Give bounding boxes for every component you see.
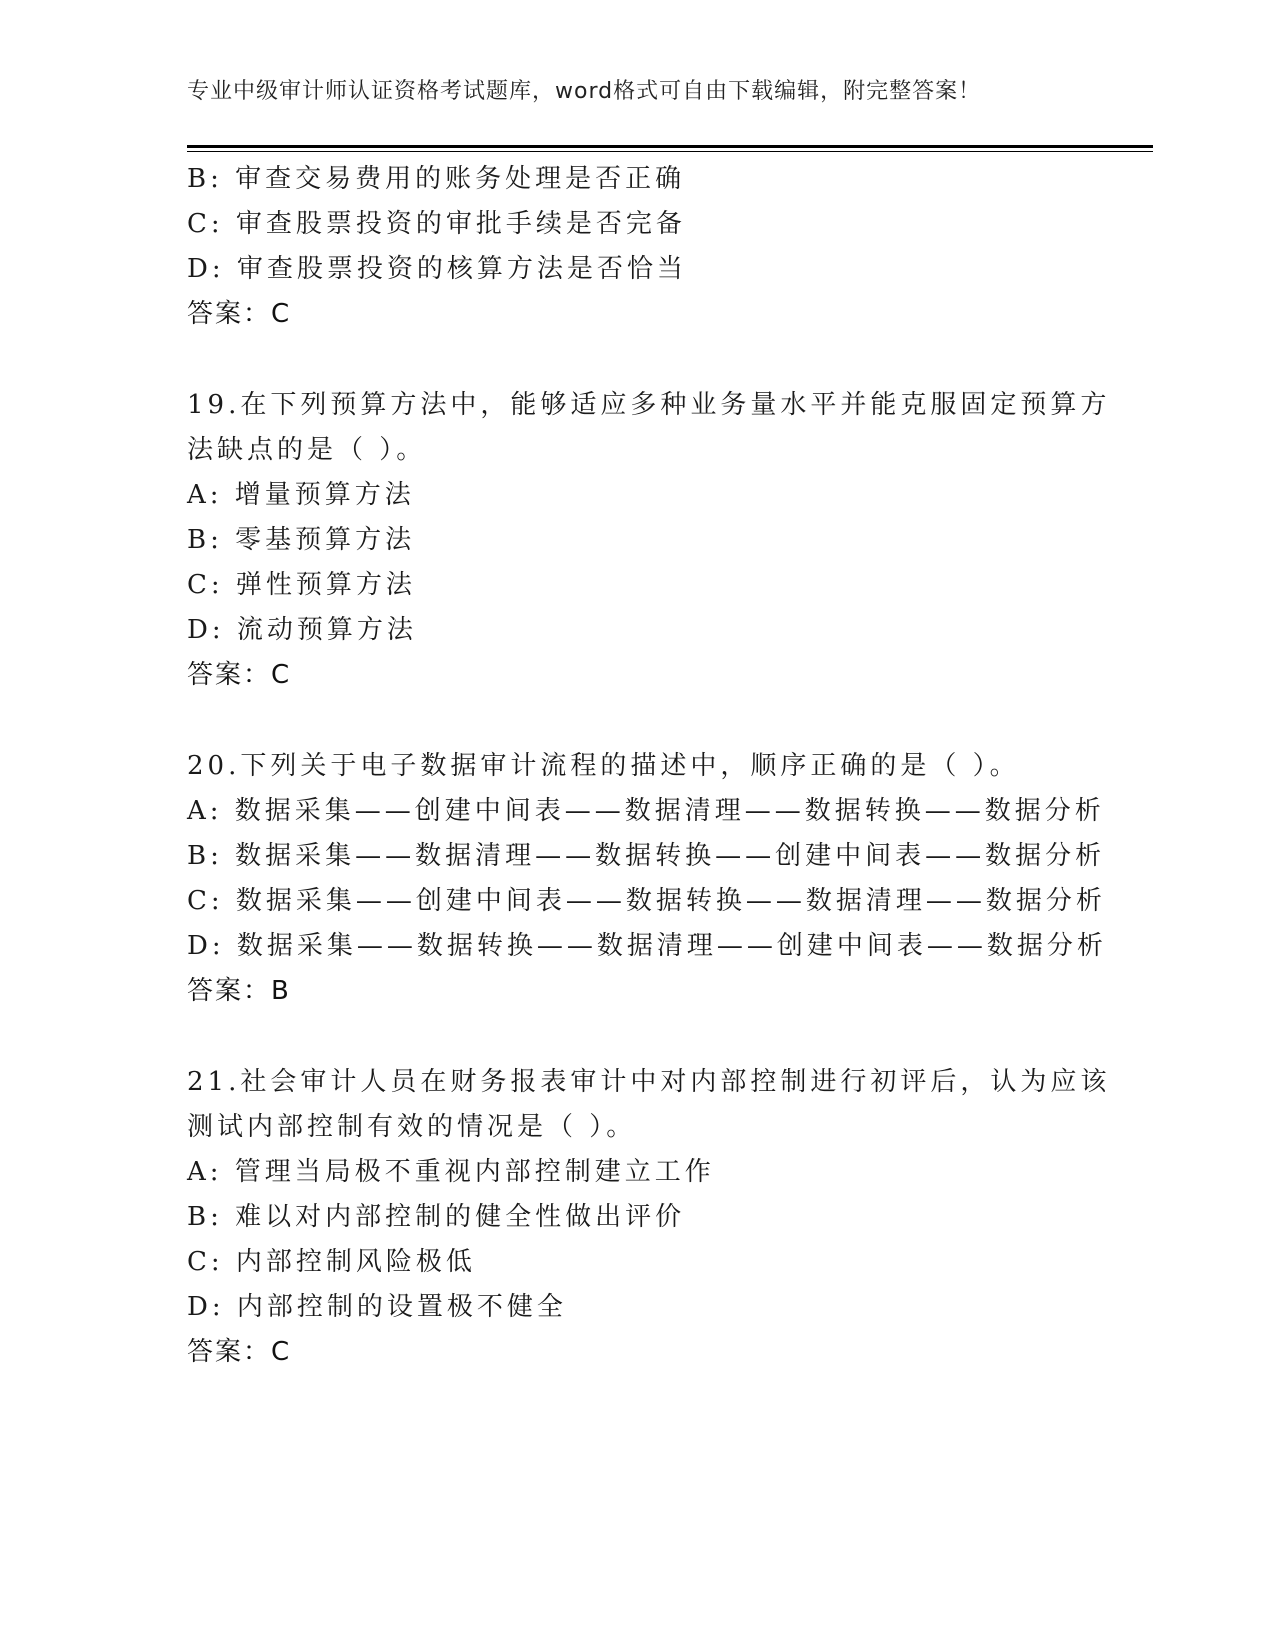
question-stem: 19.在下列预算方法中，能够适应多种业务量水平并能克服固定预算方 — [187, 390, 1111, 420]
option-d: D: 内部控制的设置极不健全 — [187, 1292, 567, 1322]
option-a: A: 数据采集——创建中间表——数据清理——数据转换——数据分析 — [187, 796, 1105, 826]
question-block-21 — [187, 1060, 1111, 1375]
page-header: 专业中级审计师认证资格考试题库，word格式可自由下载编辑，附完整答案！ — [187, 79, 982, 104]
question-block-20 — [187, 744, 1107, 1014]
option-d: D: 流动预算方法 — [187, 615, 417, 645]
question-block-19 — [187, 383, 1111, 698]
option-c: C: 弹性预算方法 — [187, 570, 416, 600]
option-c: C: 数据采集——创建中间表——数据转换——数据清理——数据分析 — [187, 886, 1106, 916]
header-rule-thin — [187, 151, 1153, 152]
option-a: A: 增量预算方法 — [187, 480, 415, 510]
question-stem: 测试内部控制有效的情况是（ ）。 — [187, 1112, 637, 1142]
option-c: C: 审查股票投资的审批手续是否完备 — [187, 209, 686, 239]
answer-line: 答案：C — [187, 660, 292, 690]
answer-line: 答案：B — [187, 976, 291, 1006]
question-stem: 20.下列关于电子数据审计流程的描述中，顺序正确的是（ ）。 — [187, 751, 1020, 781]
option-c: C: 内部控制风险极低 — [187, 1247, 476, 1277]
answer-line: 答案：C — [187, 1337, 292, 1367]
option-a: A: 管理当局极不重视内部控制建立工作 — [187, 1157, 715, 1187]
option-b: B: 难以对内部控制的健全性做出评价 — [187, 1202, 686, 1232]
header-rule-thick — [187, 145, 1153, 148]
option-b: B: 审查交易费用的账务处理是否正确 — [187, 164, 686, 194]
option-b: B: 数据采集——数据清理——数据转换——创建中间表——数据分析 — [187, 841, 1106, 871]
option-b: B: 零基预算方法 — [187, 525, 416, 555]
option-d: D: 审查股票投资的核算方法是否恰当 — [187, 254, 687, 284]
answer-line: 答案：C — [187, 299, 292, 329]
option-d: D: 数据采集——数据转换——数据清理——创建中间表——数据分析 — [187, 931, 1107, 961]
question-stem: 21.社会审计人员在财务报表审计中对内部控制进行初评后，认为应该 — [187, 1067, 1111, 1097]
question-stem: 法缺点的是（ ）。 — [187, 435, 427, 465]
question-block-18 — [187, 157, 1087, 337]
document-body — [187, 157, 1111, 1375]
